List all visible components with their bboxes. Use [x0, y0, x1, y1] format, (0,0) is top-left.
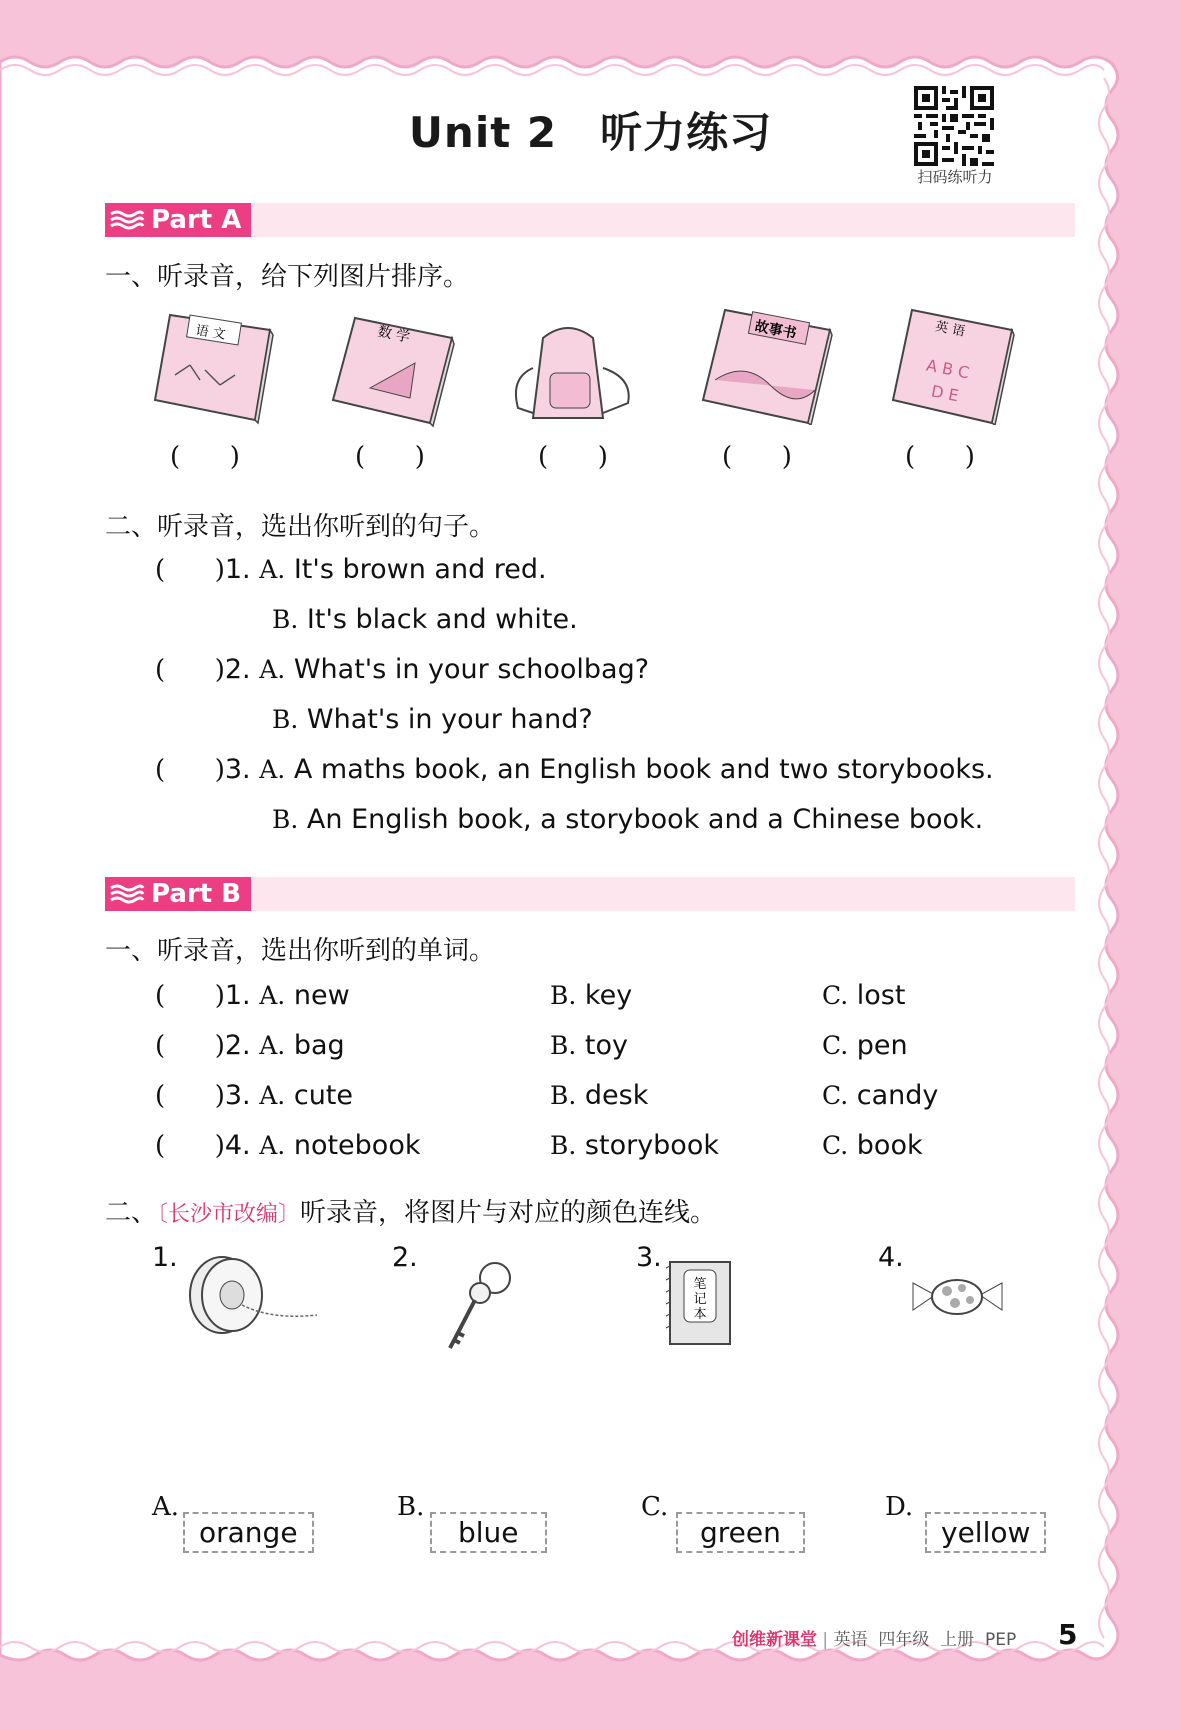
- part-a-label: Part A: [151, 205, 242, 235]
- sentence-question-1-b: B. It's black and white.: [272, 604, 578, 635]
- picture-number-2: 2.: [392, 1242, 418, 1273]
- color-box-orange[interactable]: orange: [183, 1512, 314, 1553]
- option-c: pen: [856, 1030, 908, 1061]
- question-number: 2.: [224, 1030, 251, 1061]
- storybook-picture: [700, 305, 835, 425]
- word-question-1-c: C. lost: [822, 980, 906, 1011]
- book-label-0: 语 文: [194, 323, 227, 343]
- option-a: new: [293, 980, 350, 1011]
- answer-blank-2[interactable]: ( ): [355, 442, 425, 472]
- svg-text:A B C: A B C: [924, 355, 971, 383]
- option-b: An English book, a storybook and a Chinese book.: [306, 804, 984, 835]
- book-label-1: 数 学: [376, 323, 412, 346]
- answer-blank[interactable]: ( ): [155, 1031, 225, 1061]
- option-a: notebook: [293, 1130, 421, 1161]
- answer-blank-3[interactable]: ( ): [538, 442, 608, 472]
- answer-blank-4[interactable]: ( ): [722, 442, 792, 472]
- option-c: candy: [856, 1080, 939, 1111]
- answer-blank-5[interactable]: ( ): [905, 442, 975, 472]
- option-b: key: [584, 980, 633, 1011]
- option-c: lost: [856, 980, 906, 1011]
- word-question-2-c: C. pen: [822, 1030, 908, 1061]
- option-b: What's in your hand?: [306, 704, 593, 735]
- color-letter-c: C.: [641, 1492, 669, 1522]
- question-number: 4.: [224, 1130, 251, 1161]
- svg-text:记: 记: [693, 1292, 707, 1307]
- sentence-question-3-b: B. An English book, a storybook and a Chinese book.: [272, 804, 984, 835]
- option-c: book: [856, 1130, 923, 1161]
- sentence-question-2: ( )2. A. What's in your schoolbag?: [155, 654, 650, 685]
- part-b-label: Part B: [151, 879, 242, 909]
- answer-blank[interactable]: ( ): [155, 655, 225, 685]
- partA-section1-heading: 一、听录音，给下列图片排序。: [105, 262, 470, 292]
- word-question-4: ( )4. A. notebook: [155, 1130, 421, 1161]
- notebook-label: 笔: [693, 1277, 707, 1292]
- word-question-1: ( )1. A. new: [155, 980, 350, 1011]
- color-letter-b: B.: [397, 1492, 425, 1522]
- svg-text:本: 本: [693, 1307, 707, 1322]
- option-a: bag: [293, 1030, 345, 1061]
- picture-number-1: 1.: [152, 1242, 178, 1273]
- key-picture: [440, 1258, 520, 1358]
- question-number: 1.: [224, 980, 251, 1011]
- color-box-yellow[interactable]: yellow: [925, 1512, 1046, 1553]
- maths-book-picture: [330, 308, 455, 428]
- sentence-question-2-b: B. What's in your hand?: [272, 704, 593, 735]
- answer-blank[interactable]: ( ): [155, 755, 225, 785]
- waves-icon: [109, 209, 145, 231]
- sentence-question-3: ( )3. A. A maths book, an English book and two storybooks.: [155, 754, 994, 785]
- svg-text:D E: D E: [929, 381, 961, 406]
- answer-blank[interactable]: ( ): [155, 1131, 225, 1161]
- candy-picture: [910, 1275, 1005, 1320]
- color-letter-a: A.: [152, 1492, 180, 1522]
- color-box-blue[interactable]: blue: [430, 1512, 547, 1553]
- book-label-3: 英 语: [933, 319, 967, 340]
- picture-number-4: 4.: [878, 1242, 904, 1273]
- color-box-green[interactable]: green: [676, 1512, 805, 1553]
- partA-section2-heading: 二、听录音，选出你听到的句子。: [105, 512, 496, 542]
- chinese-book-picture: [150, 305, 275, 425]
- word-question-3: ( )3. A. cute: [155, 1080, 353, 1111]
- part-b-tag: [105, 877, 251, 911]
- footer-info: 创维新课堂 | 英语 四年级 上册 PEP: [732, 1630, 1017, 1650]
- answer-blank-1[interactable]: ( ): [170, 442, 240, 472]
- color-letter-d: D.: [885, 1492, 914, 1522]
- footer-volume: 上册: [940, 1630, 975, 1650]
- word-question-3-c: C. candy: [822, 1080, 939, 1111]
- option-a: A maths book, an English book and two storybooks.: [293, 754, 994, 785]
- word-question-1-b: B. key: [550, 980, 633, 1011]
- word-question-4-b: B. storybook: [550, 1130, 719, 1161]
- word-question-4-c: C. book: [822, 1130, 923, 1161]
- footer-grade: 四年级: [878, 1630, 930, 1650]
- page-title: Unit 2 听力练习: [408, 108, 773, 157]
- footer-brand: 创维新课堂: [732, 1630, 817, 1650]
- qr-code[interactable]: [914, 86, 994, 166]
- sentence-question-1: ( )1. A. It's brown and red.: [155, 554, 547, 585]
- english-book-picture: [890, 305, 1015, 425]
- qr-caption: 扫码练听力: [917, 168, 993, 186]
- source-tag: 〔长沙市改编〕: [157, 1202, 301, 1227]
- option-b: desk: [584, 1080, 649, 1111]
- option-a: cute: [293, 1080, 353, 1111]
- option-b: toy: [584, 1030, 629, 1061]
- word-question-2-b: B. toy: [550, 1030, 629, 1061]
- notebook-picture: [664, 1258, 734, 1348]
- page-number: 5: [1058, 1618, 1078, 1651]
- question-number: 1.: [224, 554, 251, 585]
- part-a-tag: [105, 203, 251, 237]
- word-question-3-b: B. desk: [550, 1080, 649, 1111]
- answer-blank[interactable]: ( ): [155, 1081, 225, 1111]
- picture-number-3: 3.: [636, 1242, 662, 1273]
- schoolbag-picture: [508, 318, 638, 423]
- answer-blank[interactable]: ( ): [155, 981, 225, 1011]
- partB-section2-heading: 二、〔长沙市改编〕听录音，将图片与对应的颜色连线。: [105, 1198, 717, 1228]
- answer-blank[interactable]: ( ): [155, 555, 225, 585]
- footer-edition: PEP: [984, 1630, 1017, 1650]
- question-number: 3.: [224, 754, 251, 785]
- option-a: What's in your schoolbag?: [293, 654, 650, 685]
- option-b: It's black and white.: [306, 604, 578, 635]
- option-b: storybook: [584, 1130, 719, 1161]
- waves-icon: [109, 883, 145, 905]
- option-a: It's brown and red.: [293, 554, 547, 585]
- book-label-2: 故事书: [753, 318, 798, 343]
- word-question-2: ( )2. A. bag: [155, 1030, 345, 1061]
- partB-section1-heading: 一、听录音，选出你听到的单词。: [105, 936, 496, 966]
- question-number: 3.: [224, 1080, 251, 1111]
- question-number: 2.: [224, 654, 251, 685]
- footer-subject: 英语: [833, 1630, 868, 1650]
- yoyo-picture: [182, 1250, 322, 1340]
